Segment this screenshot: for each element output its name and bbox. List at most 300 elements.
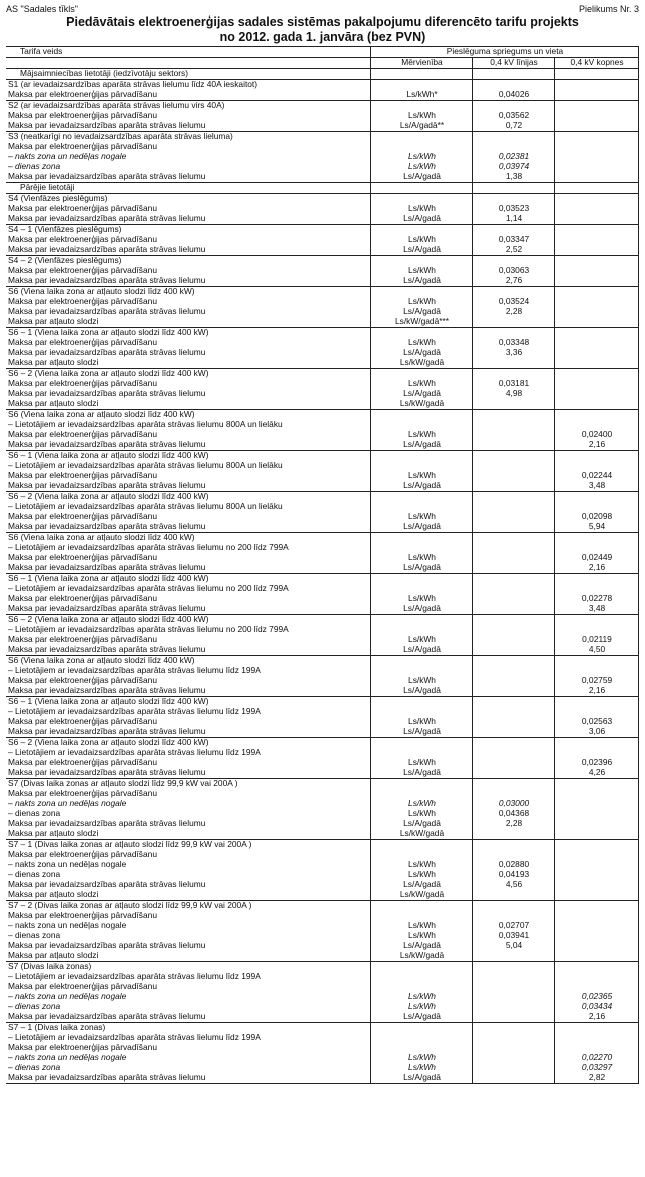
table-row [6,348,638,358]
row-value-04kv-lines: 0,04026 [472,90,554,101]
row-unit: Ls/kWh [370,266,472,276]
table-row [6,727,638,738]
table-row [6,839,638,850]
row-unit: Ls/kWh [370,635,472,645]
row-unit [370,409,472,420]
row-unit [370,532,472,543]
row-description: S6 – 2 (Viena laika zona ar atļauto slodzi līdz 400 kW) [6,737,370,748]
row-unit: Ls/kW/gadā [370,399,472,410]
row-value-04kv-lines [472,717,554,727]
row-value-04kv-busbars [554,338,638,348]
row-description: – dienas zona [8,808,61,818]
row-value-04kv-lines [472,1012,554,1023]
row-unit: Ls/kWh [370,676,472,686]
row-value-04kv-lines [472,193,554,204]
row-description: Pārējie lietotāji [6,182,370,193]
table-row [6,1043,638,1053]
row-description: – Lietotājiem ar ievadaizsardzības aparāta strāvas lielumu līdz 199A [8,971,261,981]
row-description: Maksa par ievadaizsardzības aparāta strāvas lielumu [8,1011,206,1021]
row-unit [370,100,472,111]
row-value-04kv-lines [472,1002,554,1012]
row-description: Maksa par ievadaizsardzības aparāta strāvas lielumu [8,562,206,572]
row-unit: Ls/A/gadā [370,941,472,951]
row-value-04kv-busbars: 0,02098 [554,512,638,522]
table-row [6,276,638,287]
row-value-04kv-lines [472,68,554,79]
row-value-04kv-lines [472,1063,554,1073]
row-value-04kv-busbars: 0,02119 [554,635,638,645]
row-value-04kv-busbars [554,491,638,502]
row-value-04kv-lines: 2,28 [472,307,554,317]
table-row [6,1012,638,1023]
row-value-04kv-busbars [554,655,638,666]
row-value-04kv-lines [472,890,554,901]
row-value-04kv-lines [472,982,554,992]
row-value-04kv-busbars: 2,16 [554,686,638,697]
table-row [6,850,638,860]
row-value-04kv-busbars [554,286,638,297]
row-value-04kv-lines [472,696,554,707]
row-unit [370,696,472,707]
row-description: – dienas zona [8,1001,61,1011]
row-value-04kv-lines: 0,03523 [472,204,554,214]
row-unit: Ls/A/gadā [370,686,472,697]
table-header-row-2 [6,57,638,68]
row-unit: Ls/A/gadā [370,819,472,829]
row-value-04kv-busbars [554,921,638,931]
row-description: Maksa par elektroenerģijas pārvadīšanu [8,296,157,306]
row-value-04kv-lines [472,645,554,656]
row-value-04kv-busbars: 0,02563 [554,717,638,727]
row-unit: Ls/A/gadā [370,348,472,358]
row-value-04kv-busbars [554,809,638,819]
row-value-04kv-busbars: 5,94 [554,522,638,533]
row-description: – nakts zona un nedēļas nogale [8,798,127,808]
row-value-04kv-busbars [554,900,638,911]
row-unit [370,748,472,758]
row-value-04kv-lines [472,951,554,962]
table-row [6,717,638,727]
table-row [6,338,638,348]
appendix-label: Pielikums Nr. 3 [578,4,639,14]
table-row [6,870,638,880]
row-description: Maksa par elektroenerģijas pārvadīšanu [8,593,157,603]
row-description: Maksa par ievadaizsardzības aparāta strāvas lielumu [8,120,206,130]
row-description: Maksa par atļauto slodzi [8,889,99,899]
table-row [6,799,638,809]
row-description: – Lietotājiem ar ievadaizsardzības aparāta strāvas lielumu līdz 199A [8,706,261,716]
row-description: Maksa par ievadaizsardzības aparāta strāvas lielumu [8,603,206,613]
row-description: S6 (Viena laika zona ar atļauto slodzi līdz 400 kW) [6,409,370,420]
row-value-04kv-busbars [554,941,638,951]
row-value-04kv-lines [472,850,554,860]
row-unit: Ls/A/gadā [370,563,472,574]
row-unit: Ls/A/gadā [370,276,472,287]
row-value-04kv-lines [472,563,554,574]
table-row [6,214,638,225]
title-line-2: no 2012. gada 1. janvāra (bez PVN) [219,29,426,44]
row-value-04kv-lines [472,543,554,553]
row-value-04kv-lines [472,1053,554,1063]
row-description: Maksa par ievadaizsardzības aparāta strāvas lielumu [8,171,206,181]
row-description: S6 – 2 (Viena laika zona ar atļauto slodzi līdz 400 kW) [6,368,370,379]
row-value-04kv-busbars [554,327,638,338]
row-value-04kv-busbars: 0,02244 [554,471,638,481]
row-value-04kv-busbars [554,348,638,358]
title-line-1: Piedāvātais elektroenerģijas sadales sistēmas pakalpojumu diferencēto tarifu projekts [66,15,579,29]
row-value-04kv-lines [472,481,554,492]
table-row [6,645,638,656]
table-row [6,584,638,594]
table-row [6,399,638,410]
row-value-04kv-busbars [554,890,638,901]
table-row [6,594,638,604]
row-value-04kv-lines [472,707,554,717]
table-row [6,666,638,676]
table-row [6,79,638,90]
table-row [6,317,638,328]
row-value-04kv-lines [472,317,554,328]
row-unit [370,737,472,748]
row-unit: Ls/kWh [370,297,472,307]
row-description: S6 (Viena laika zona ar atļauto slodzi līdz 400 kW) [6,286,370,297]
table-row [6,563,638,574]
row-unit: Ls/kWh* [370,90,472,101]
row-value-04kv-busbars: 0,03297 [554,1063,638,1073]
row-unit: Ls/A/gadā [370,389,472,399]
row-value-04kv-busbars: 2,16 [554,440,638,451]
row-unit [370,79,472,90]
table-row [6,992,638,1002]
row-description: – nakts zona un nedēļas nogale [8,151,127,161]
row-value-04kv-busbars: 3,48 [554,481,638,492]
row-value-04kv-lines: 0,02707 [472,921,554,931]
row-value-04kv-lines [472,440,554,451]
row-value-04kv-lines: 0,04193 [472,870,554,880]
row-value-04kv-lines [472,142,554,152]
row-description: S7 (Divas laika zonas) [6,961,370,972]
table-row [6,90,638,101]
row-description: Maksa par elektroenerģijas pārvadīšanu [8,203,157,213]
row-unit: Ls/A/gadā [370,880,472,890]
row-unit: Ls/kWh [370,471,472,481]
table-row [6,748,638,758]
table-row [6,245,638,256]
row-description: Maksa par ievadaizsardzības aparāta strāvas lielumu [8,388,206,398]
row-value-04kv-busbars [554,235,638,245]
row-description: Maksa par ievadaizsardzības aparāta strāvas lielumu [8,767,206,777]
row-unit [370,625,472,635]
row-value-04kv-lines [472,471,554,481]
row-description: – Lietotājiem ar ievadaizsardzības aparāta strāvas lielumu līdz 199A [8,1032,261,1042]
table-row [6,522,638,533]
row-description: Maksa par atļauto slodzi [8,398,99,408]
row-description: Maksa par elektroenerģijas pārvadīšanu [8,141,157,151]
row-value-04kv-lines [472,604,554,615]
row-description: – dienas zona [8,161,61,171]
table-row [6,379,638,389]
row-unit [370,900,472,911]
row-unit: Ls/kW/gadā*** [370,317,472,328]
row-value-04kv-lines [472,224,554,235]
row-unit [370,1043,472,1053]
row-value-04kv-lines [472,512,554,522]
row-value-04kv-busbars [554,951,638,962]
row-value-04kv-busbars: 0,02278 [554,594,638,604]
row-description: Maksa par elektroenerģijas pārvadīšanu [8,849,157,859]
table-row [6,532,638,543]
row-description: Maksa par ievadaizsardzības aparāta strāvas lielumu [8,940,206,950]
row-description: Maksa par elektroenerģijas pārvadīšanu [8,337,157,347]
row-description: Maksa par ievadaizsardzības aparāta strāvas lielumu [8,439,206,449]
row-value-04kv-busbars [554,1033,638,1043]
row-description: S4 – 2 (Vienfāzes pieslēgums) [6,255,370,266]
table-row [6,297,638,307]
row-unit: Ls/A/gadā [370,172,472,183]
row-value-04kv-lines: 0,02880 [472,860,554,870]
row-description: Maksa par atļauto slodzi [8,316,99,326]
table-row [6,409,638,420]
row-description: Maksa par elektroenerģijas pārvadīšanu [8,634,157,644]
row-value-04kv-busbars [554,214,638,225]
document-title [0,15,645,44]
row-unit [370,1022,472,1033]
table-row [6,471,638,481]
row-value-04kv-busbars [554,666,638,676]
row-unit [370,614,472,625]
table-row [6,368,638,379]
header-blank [6,57,370,68]
row-description: – Lietotājiem ar ievadaizsardzības aparāta strāvas lielumu līdz 199A [8,665,261,675]
table-row [6,420,638,430]
row-value-04kv-busbars [554,911,638,921]
table-row [6,972,638,982]
row-description: S2 (ar ievadaizsardzības aparāta strāvas lielumu virs 40A) [6,100,370,111]
row-unit: Ls/kWh [370,809,472,819]
row-description: Maksa par ievadaizsardzības aparāta strāvas lielumu [8,244,206,254]
row-description: Maksa par ievadaizsardzības aparāta strāvas lielumu [8,306,206,316]
row-value-04kv-busbars [554,961,638,972]
table-row [6,235,638,245]
row-value-04kv-lines [472,655,554,666]
row-description: Maksa par elektroenerģijas pārvadīšanu [8,1042,157,1052]
row-value-04kv-busbars [554,972,638,982]
row-value-04kv-busbars [554,850,638,860]
row-value-04kv-busbars [554,100,638,111]
row-value-04kv-lines [472,430,554,440]
row-value-04kv-lines [472,100,554,111]
row-value-04kv-busbars: 0,02270 [554,1053,638,1063]
row-unit [370,368,472,379]
row-value-04kv-busbars [554,543,638,553]
row-value-04kv-busbars [554,829,638,840]
row-value-04kv-busbars [554,162,638,172]
table-row [6,430,638,440]
row-description: Maksa par ievadaizsardzības aparāta strāvas lielumu [6,1073,370,1084]
row-value-04kv-lines: 0,03348 [472,338,554,348]
table-row [6,162,638,172]
row-description: S7 – 1 (Divas laika zonas ar atļauto slodzi līdz 99,9 kW vai 200A ) [6,839,370,850]
row-description: S1 (ar ievadaizsardzības aparāta strāvas lielumu līdz 40A ieskaitot) [6,79,370,90]
row-value-04kv-lines [472,1073,554,1084]
row-value-04kv-lines [472,614,554,625]
row-value-04kv-lines: 0,72 [472,121,554,132]
table-row [6,931,638,941]
row-value-04kv-busbars: 2,16 [554,563,638,574]
row-description: S7 – 2 (Divas laika zonas ar atļauto slodzi līdz 99,9 kW vai 200A ) [6,900,370,911]
row-value-04kv-busbars [554,193,638,204]
row-description: – Lietotājiem ar ievadaizsardzības aparāta strāvas lielumu no 200 līdz 799A [8,542,289,552]
table-row [6,880,638,890]
table-row [6,604,638,615]
row-description: Maksa par elektroenerģijas pārvadīšanu [8,788,157,798]
row-value-04kv-busbars: 4,50 [554,645,638,656]
row-description: – nakts zona un nedēļas nogale [8,859,127,869]
row-description: – nakts zona un nedēļas nogale [8,1052,127,1062]
table-row [6,686,638,697]
table-row [6,696,638,707]
row-value-04kv-busbars [554,389,638,399]
row-description: S6 – 2 (Viena laika zona ar atļauto slodzi līdz 400 kW) [6,491,370,502]
row-value-04kv-busbars [554,358,638,369]
row-description: S3 (neatkarīgi no ievadaizsardzības aparāta strāvas lieluma) [6,131,370,142]
row-value-04kv-lines [472,131,554,142]
row-value-04kv-busbars [554,839,638,850]
row-unit [370,224,472,235]
row-description: – Lietotājiem ar ievadaizsardzības aparāta strāvas lielumu līdz 199A [8,747,261,757]
row-value-04kv-busbars [554,379,638,389]
row-unit [370,450,472,461]
row-description: S6 (Viena laika zona ar atļauto slodzi līdz 400 kW) [6,532,370,543]
table-row [6,358,638,369]
row-unit [370,327,472,338]
row-value-04kv-lines [472,450,554,461]
row-description: Maksa par atļauto slodzi [8,828,99,838]
row-value-04kv-busbars [554,1043,638,1053]
table-row [6,255,638,266]
header-04kv-busbars: 0,4 kV kopnes [554,57,638,68]
row-value-04kv-lines [472,778,554,789]
table-row [6,941,638,951]
row-value-04kv-busbars [554,142,638,152]
row-value-04kv-lines [472,502,554,512]
table-row [6,461,638,471]
table-row [6,809,638,819]
row-value-04kv-busbars [554,789,638,799]
row-unit: Ls/kWh [370,512,472,522]
row-description: Maksa par elektroenerģijas pārvadīšanu [8,378,157,388]
row-value-04kv-busbars: 0,02365 [554,992,638,1002]
row-value-04kv-lines [472,911,554,921]
row-value-04kv-lines [472,182,554,193]
table-row [6,204,638,214]
row-value-04kv-lines [472,758,554,768]
row-unit: Ls/kWh [370,992,472,1002]
row-description: Maksa par elektroenerģijas pārvadīšanu [8,470,157,480]
row-value-04kv-busbars: 0,02759 [554,676,638,686]
row-description: – dienas zona [8,869,61,879]
row-unit: Ls/A/gadā [370,214,472,225]
row-description: Maksa par ievadaizsardzības aparāta strāvas lielumu [8,685,206,695]
row-value-04kv-busbars [554,420,638,430]
row-value-04kv-lines: 0,03941 [472,931,554,941]
row-value-04kv-busbars [554,1022,638,1033]
row-description: Maksa par elektroenerģijas pārvadīšanu [8,675,157,685]
row-unit [370,491,472,502]
row-value-04kv-lines: 0,03181 [472,379,554,389]
row-unit [370,573,472,584]
row-unit: Ls/kWh [370,860,472,870]
row-description: – nakts zona un nedēļas nogale [8,991,127,1001]
row-value-04kv-lines [472,420,554,430]
row-unit: Ls/kWh [370,162,472,172]
row-value-04kv-lines [472,961,554,972]
row-value-04kv-lines [472,839,554,850]
row-value-04kv-lines [472,992,554,1002]
row-value-04kv-lines [472,553,554,563]
row-unit: Ls/kWh [370,204,472,214]
row-value-04kv-busbars [554,870,638,880]
row-value-04kv-lines [472,286,554,297]
row-unit [370,982,472,992]
row-value-04kv-lines [472,666,554,676]
row-value-04kv-lines [472,1033,554,1043]
row-value-04kv-lines [472,768,554,779]
row-description: – Lietotājiem ar ievadaizsardzības aparāta strāvas lielumu no 200 līdz 799A [8,583,289,593]
row-unit: Ls/kWh [370,799,472,809]
row-value-04kv-lines [472,686,554,697]
table-row [6,758,638,768]
row-description: S6 – 1 (Viena laika zona ar atļauto slodzi līdz 400 kW) [6,327,370,338]
row-description: Maksa par elektroenerģijas pārvadīšanu [8,981,157,991]
row-description: Maksa par ievadaizsardzības aparāta strāvas lielumu [8,347,206,357]
row-value-04kv-busbars [554,121,638,132]
row-unit [370,850,472,860]
row-value-04kv-lines: 0,04368 [472,809,554,819]
row-unit: Ls/kWh [370,553,472,563]
row-unit [370,193,472,204]
row-value-04kv-lines [472,461,554,471]
row-description: Maksa par atļauto slodzi [8,357,99,367]
table-row [6,450,638,461]
row-description: – Lietotājiem ar ievadaizsardzības aparāta strāvas lielumu 800A un lielāku [8,460,283,470]
table-row [6,1033,638,1043]
row-description: S6 – 1 (Viena laika zona ar atļauto slodzi līdz 400 kW) [6,573,370,584]
row-description: – dienas zona [8,1062,61,1072]
table-row [6,900,638,911]
table-row [6,286,638,297]
table-row [6,327,638,338]
table-row [6,707,638,717]
table-row [6,307,638,317]
row-value-04kv-lines [472,532,554,543]
row-value-04kv-busbars [554,111,638,121]
tariff-table [6,46,639,1084]
row-description: Maksa par ievadaizsardzības aparāta strāvas lielumu [8,818,206,828]
row-value-04kv-lines [472,255,554,266]
row-value-04kv-lines: 0,02381 [472,152,554,162]
header-tariff-type: Tarifa veids [6,47,370,58]
row-value-04kv-busbars: 4,26 [554,768,638,779]
row-unit: Ls/kWh [370,870,472,880]
row-value-04kv-lines [472,358,554,369]
row-description: Maksa par elektroenerģijas pārvadīšanu [8,757,157,767]
tariff-table-body [6,47,638,1084]
table-row [6,121,638,132]
table-row [6,635,638,645]
table-row [6,512,638,522]
table-row [6,951,638,962]
